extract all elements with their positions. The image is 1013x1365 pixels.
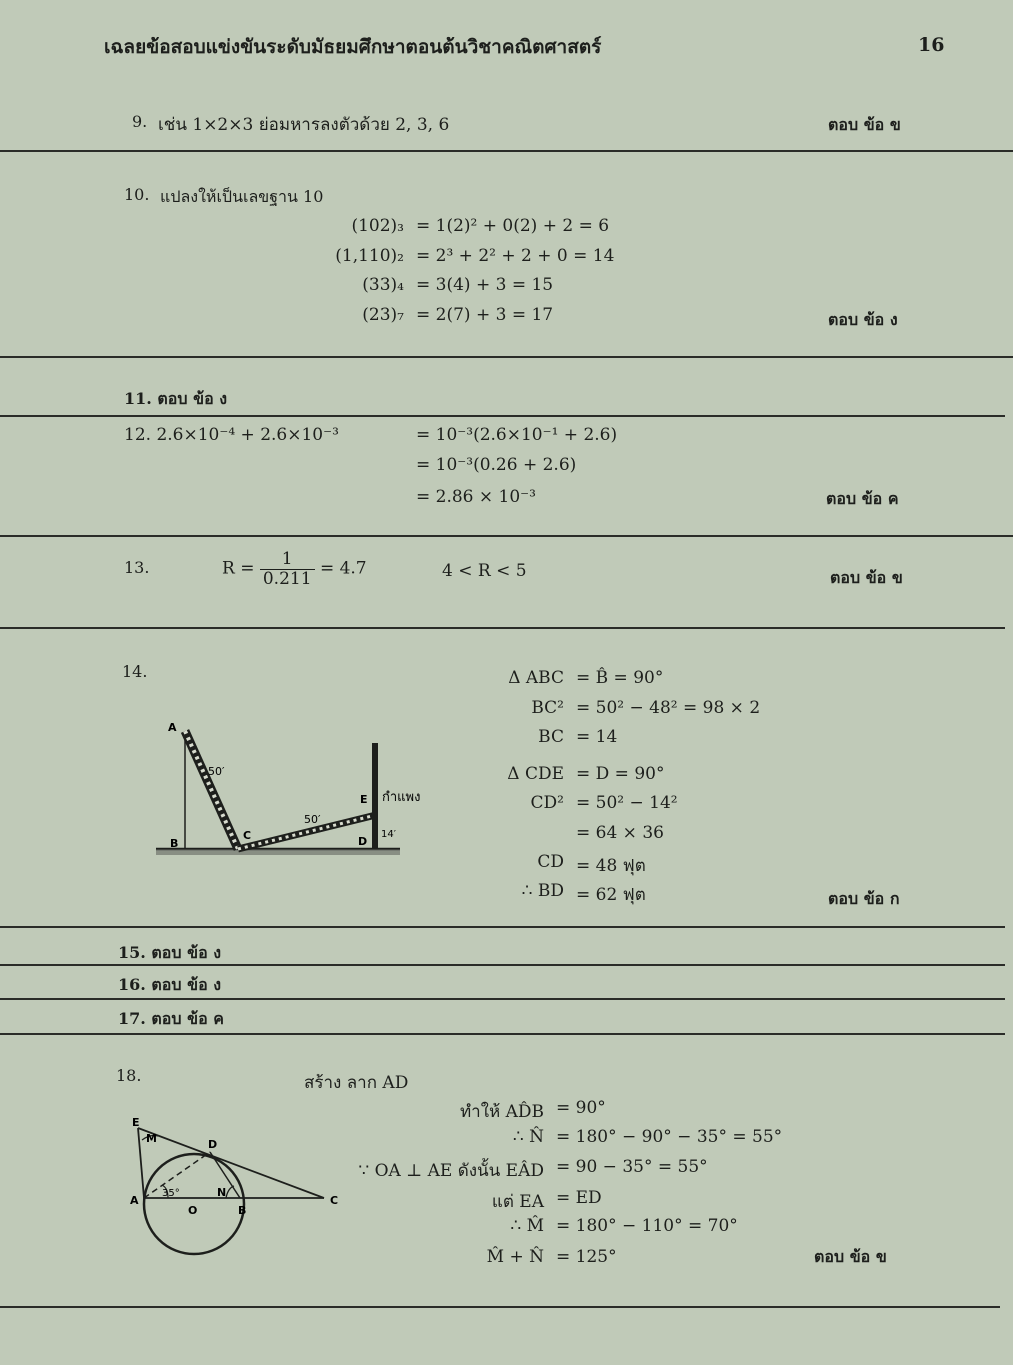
q18-row-rhs: = 90°	[556, 1098, 606, 1118]
point-e-label: E	[360, 793, 368, 806]
q10-row	[362, 305, 554, 325]
q13-fraction	[260, 550, 315, 588]
q11-text: 11. ตอบ ข้อ ง	[124, 389, 228, 408]
q10-row-rhs: = 3(4) + 3 = 15	[416, 275, 554, 295]
q18-row	[510, 1216, 738, 1236]
q18-row-lhs: แต่ EA	[491, 1192, 544, 1212]
q13-answer: ตอบ ข้อ ข	[830, 568, 903, 587]
q18-row-lhs: ∴ N̂	[512, 1127, 544, 1147]
wall-label: กำแพง	[382, 790, 421, 805]
q18-row-rhs: = 90 − 35° = 55°	[556, 1157, 708, 1177]
q18-row	[491, 1188, 602, 1212]
q13-fraction-denominator: 0.211	[262, 568, 312, 589]
center-o-label: O	[188, 1204, 198, 1217]
q12-row: = 10⁻³(2.6×10⁻¹ + 2.6)	[416, 425, 618, 445]
q18-row	[512, 1127, 783, 1147]
q14-row-lhs: BC²	[531, 698, 564, 718]
q15-text: 15. ตอบ ข้อ ง	[118, 943, 222, 962]
page-number: 16	[918, 34, 945, 56]
q10-row-lhs: (33)₄	[362, 275, 404, 295]
wall	[372, 743, 378, 849]
q16-text: 16. ตอบ ข้อ ง	[118, 975, 222, 994]
q10-answer: ตอบ ข้อ ง	[828, 310, 898, 329]
divider	[0, 356, 1013, 358]
q14-number: 14.	[122, 662, 148, 681]
q14-row-rhs: = 14	[576, 727, 618, 747]
q10-row	[362, 275, 554, 295]
q13-expression	[222, 550, 367, 588]
q10-row-lhs: (23)₇	[362, 305, 404, 325]
point-d-label: D	[208, 1138, 218, 1151]
divider	[0, 1306, 1000, 1308]
point-b-label: B	[170, 837, 179, 850]
q10-row-lhs: (1,110)₂	[335, 246, 404, 266]
q14-row	[530, 793, 678, 813]
point-a-label: A	[130, 1194, 139, 1207]
q10-row-rhs: = 1(2)² + 0(2) + 2 = 6	[416, 216, 610, 236]
q10-number: 10.	[124, 185, 150, 204]
q14-row	[538, 727, 618, 747]
q18-row	[459, 1098, 606, 1122]
q9-number: 9.	[132, 112, 148, 131]
q18-construct: สร้าง ลาก AD	[304, 1073, 409, 1093]
q14-row	[531, 698, 761, 718]
divider	[0, 926, 1005, 928]
ladder1-length-label: 50′	[208, 765, 225, 778]
q14-row-rhs: = 48 ฟุต	[576, 856, 646, 876]
q9-answer: ตอบ ข้อ ข	[828, 115, 901, 134]
q18-row	[486, 1247, 617, 1267]
q14-row-rhs: = B̂ = 90°	[576, 668, 664, 688]
q14-row-lhs: CD	[537, 852, 564, 872]
q18-row-lhs: ทำให้ AD̂B	[459, 1102, 544, 1122]
q14-row	[576, 823, 664, 843]
divider	[0, 150, 1013, 152]
point-d-label: D	[358, 835, 368, 848]
point-c-label: C	[330, 1194, 339, 1207]
q18-row-lhs: M̂ + N̂	[486, 1247, 544, 1267]
divider	[0, 998, 1005, 1000]
q10-row-rhs: = 2³ + 2² + 2 + 0 = 14	[416, 246, 615, 266]
divider	[0, 627, 1005, 629]
q18-answer: ตอบ ข้อ ข	[814, 1247, 887, 1266]
q14-row-rhs: = 50² − 14²	[576, 793, 678, 813]
height-label: 14′	[381, 829, 396, 840]
q14-row-lhs: CD²	[530, 793, 564, 813]
page-header-title: เฉลยข้อสอบแข่งขันระดับมัธยมศึกษาตอนต้นวิชาคณิตศาสตร์	[104, 36, 602, 58]
q18-row-lhs: ∵ OA ⊥ AE ดังนั้น EÂD	[358, 1161, 544, 1181]
q14-row-rhs: = D = 90°	[576, 764, 665, 784]
divider	[0, 964, 1005, 966]
angle-m-label: M	[146, 1132, 157, 1145]
q14-row-lhs: Δ ABC	[508, 668, 564, 688]
q14-row-rhs: = 62 ฟุต	[576, 885, 646, 905]
q18-row-rhs: = 180° − 110° = 70°	[556, 1216, 738, 1236]
q13-fraction-numerator: 1	[260, 550, 315, 570]
q18-row-rhs: = 180° − 90° − 35° = 55°	[556, 1127, 783, 1147]
q13-number: 13.	[124, 558, 150, 577]
q12-lhs: 12. 2.6×10⁻⁴ + 2.6×10⁻³	[124, 425, 339, 445]
q14-row-rhs: = 50² − 48² = 98 × 2	[576, 698, 761, 718]
q12-answer: ตอบ ข้อ ค	[826, 489, 899, 508]
q18-row-rhs: = ED	[556, 1188, 602, 1208]
circle-tangent-figure	[128, 1112, 348, 1262]
divider	[0, 1033, 1005, 1035]
divider	[0, 415, 1005, 417]
q10-text: แปลงให้เป็นเลขฐาน 10	[160, 187, 324, 206]
q14-row-rhs: = 64 × 36	[576, 823, 664, 843]
q17-text: 17. ตอบ ข้อ ค	[118, 1009, 224, 1028]
q13-r-label: R =	[222, 558, 255, 579]
divider	[0, 535, 1013, 537]
ground-hatch	[156, 849, 400, 855]
q18-row-rhs: = 125°	[556, 1247, 617, 1267]
q10-row	[351, 216, 610, 236]
ladder-wall-figure	[150, 715, 440, 875]
q13-result: = 4.7	[319, 558, 367, 579]
q10-row-lhs: (102)₃	[351, 216, 404, 236]
q14-row	[537, 852, 646, 879]
angle-n-label: N	[217, 1186, 227, 1199]
q14-answer: ตอบ ข้อ ก	[828, 889, 900, 908]
q14-row-lhs: Δ CDE	[507, 764, 564, 784]
q14-row-lhs: BC	[538, 727, 564, 747]
q13-inequality: 4 < R < 5	[442, 561, 527, 581]
q18-number: 18.	[116, 1066, 142, 1085]
q14-row-lhs: ∴ BD	[521, 881, 564, 901]
q12-row: = 2.86 × 10⁻³	[416, 487, 536, 507]
q14-row	[508, 668, 664, 688]
q10-row	[335, 246, 615, 266]
ladder2-length-label: 50′	[304, 813, 321, 826]
point-b-label: B	[238, 1204, 247, 1217]
point-a-label: A	[168, 721, 177, 734]
point-e-label: E	[132, 1116, 140, 1129]
point-c-label: C	[243, 829, 252, 842]
q9-text: เช่น 1×2×3 ย่อมหารลงตัวด้วย 2, 3, 6	[158, 115, 450, 135]
q18-row-lhs: ∴ M̂	[510, 1216, 544, 1236]
q12-row: = 10⁻³(0.26 + 2.6)	[416, 455, 577, 475]
angle-35-label: 35°	[162, 1188, 180, 1199]
q14-row	[521, 881, 646, 908]
q10-row-rhs: = 2(7) + 3 = 17	[416, 305, 554, 325]
q18-row	[358, 1157, 708, 1181]
q14-row	[507, 764, 665, 784]
